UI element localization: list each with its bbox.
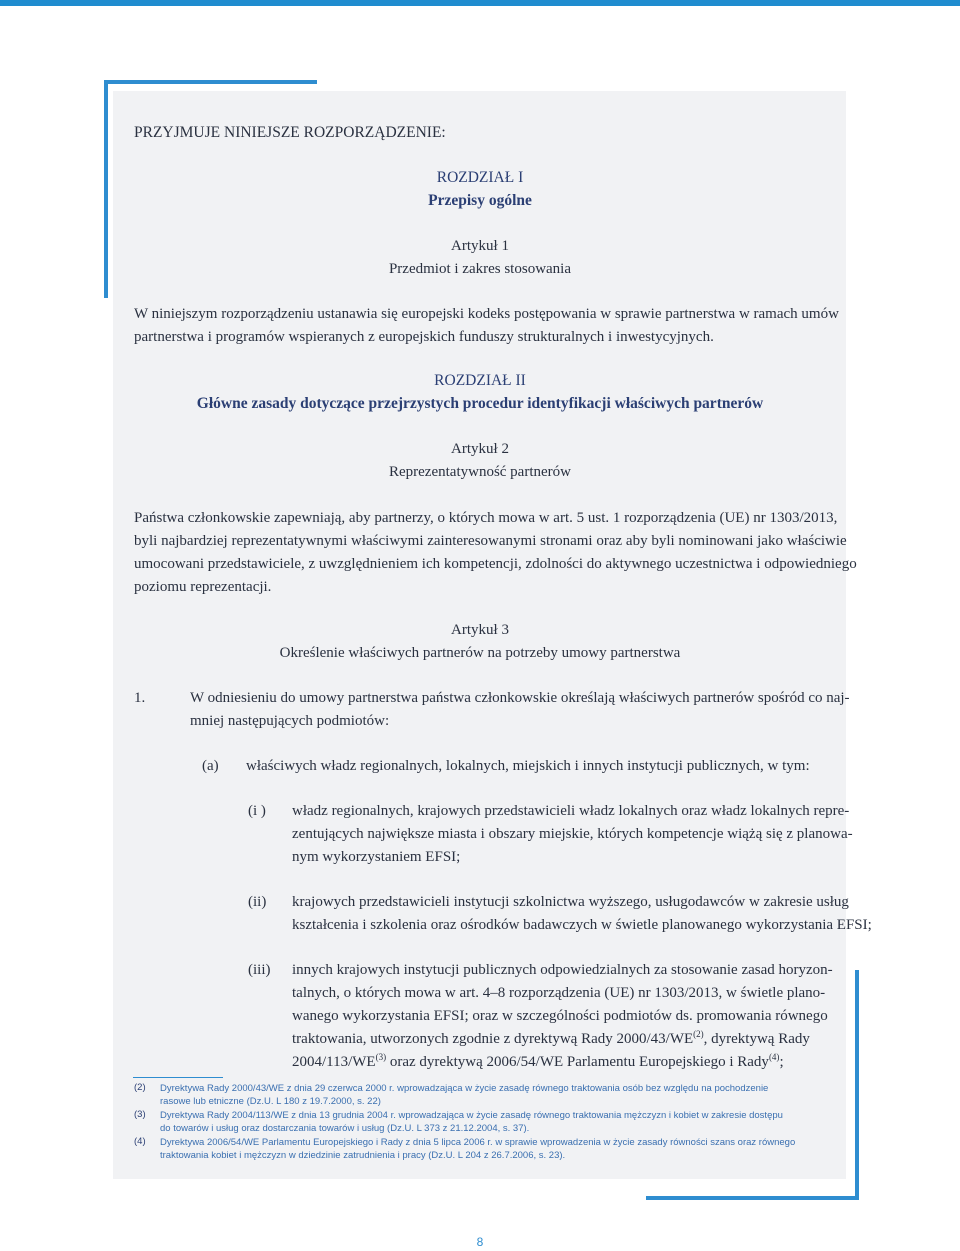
article-2-line: umocowani przedstawiciele, z uwzględnieniem ich kompetencji, zdolności do aktywnego uczestnictwa i odpowiedniego bbox=[134, 556, 857, 572]
article-2-line: Państwa członkowskie zapewniają, aby partnerzy, o których mowa w art. 5 ust. 1 rozporządzenia (UE) nr 1303/2013, bbox=[134, 510, 838, 526]
paragraph-1-number: 1. bbox=[134, 690, 146, 706]
subitem-i-label: (i ) bbox=[248, 803, 266, 819]
subitem-iii-label: (iii) bbox=[248, 962, 271, 978]
footnote-line: Dyrektywa 2006/54/WE Parlamentu Europejskiego i Rady z dnia 5 lipca 2006 r. w sprawie wprowadzenia w życie zasady równości szans oraz równego bbox=[160, 1137, 796, 1148]
footnote-line: Dyrektywa Rady 2000/43/WE z dnia 29 czerwca 2000 r. wprowadzająca w życie zasadę równego traktowania osób bez względu na pochodzenie bbox=[160, 1083, 769, 1094]
article-2-number: Artykuł 2 bbox=[451, 441, 509, 457]
subitem-iii-line: 2004/113/WE$^{(3)}$ oraz dyrektywą 2006/54/WE Parlamentu Europejskiego i Rady$^{(4)}$; bbox=[292, 1052, 784, 1070]
footnote-number: (3) bbox=[134, 1109, 146, 1120]
subitem-i-line: zentujących największe miasta i obszary miejskie, których kompetencje wiążą się z planowa- bbox=[292, 826, 853, 842]
chapter-2-subtitle: Główne zasady dotyczące przejrzystych procedur identyfikacji właściwych partnerów bbox=[196, 395, 764, 412]
chapter-2-title: ROZDZIAŁ II bbox=[434, 372, 526, 389]
article-2-line: byli najbardziej reprezentatywnymi właściwymi zainteresowanymi stronami oraz aby byli nominowani jako właściwie bbox=[134, 533, 847, 549]
footnote-ref-3: (3) bbox=[375, 1052, 387, 1062]
top-accent-bar bbox=[0, 0, 960, 6]
subitem-iii-line: traktowania, utworzonych zgodnie z dyrektywą Rady 2000/43/WE$^{(2)}$, dyrektywą Rady bbox=[292, 1029, 810, 1047]
article-1-line: W niniejszym rozporządzeniu ustanawia się europejski kodeks postępowania w sprawie partnerstwa w ramach umów bbox=[134, 306, 839, 322]
article-3-title: Określenie właściwych partnerów na potrzeby umowy partnerstwa bbox=[279, 645, 681, 661]
article-2-title: Reprezentatywność partnerów bbox=[388, 464, 571, 480]
chapter-1-subtitle: Przepisy ogólne bbox=[428, 192, 532, 209]
corner-bracket-bottom-right-vertical bbox=[855, 970, 859, 1200]
paragraph-1-line: mniej następujących podmiotów: bbox=[190, 713, 390, 729]
subitem-iii-line: innych krajowych instytucji publicznych odpowiedzialnych za stosowanie zasad horyzon- bbox=[292, 962, 833, 978]
footnote-ref-4: (4) bbox=[768, 1052, 780, 1062]
article-3-number: Artykuł 3 bbox=[451, 622, 509, 638]
article-1-title: Przedmiot i zakres stosowania bbox=[388, 261, 572, 277]
footnote-line: traktowania kobiet i mężczyzn w dziedzinie zatrudnienia i pracy (Dz.U. L 204 z 26.7.2006, s. 23). bbox=[160, 1150, 566, 1161]
subitem-iii-line: talnych, o których mowa w art. 4–8 rozporządzenia (UE) nr 1303/2013, w świetle plano- bbox=[292, 985, 826, 1001]
subitem-i-line: nym wykorzystaniem EFSI; bbox=[292, 849, 461, 865]
footnote-line: rasowe lub etniczne (Dz.U. L 180 z 19.7.2000, s. 22) bbox=[160, 1096, 381, 1107]
item-a-text: właściwych władz regionalnych, lokalnych, miejskich i innych instytucji publicznych, w tym: bbox=[246, 758, 810, 774]
footnote-number: (2) bbox=[134, 1082, 146, 1093]
subitem-ii-label: (ii) bbox=[248, 894, 267, 910]
subitem-i-line: władz regionalnych, krajowych przedstawicieli władz lokalnych oraz władz lokalnych repre- bbox=[292, 803, 850, 819]
corner-bracket-top-left bbox=[104, 80, 317, 84]
page-number: 8 bbox=[476, 1235, 484, 1249]
article-2-line: poziomu reprezentacji. bbox=[134, 579, 272, 595]
article-1-number: Artykuł 1 bbox=[451, 238, 509, 254]
article-1-line: partnerstwa i programów wspieranych z europejskich funduszy strukturalnych i inwestycyjnych. bbox=[134, 329, 714, 345]
paragraph-1-line: W odniesieniu do umowy partnerstwa państwa członkowskie określają właściwych partnerów spośród co naj- bbox=[190, 690, 850, 706]
footnote-number: (4) bbox=[134, 1136, 146, 1147]
subitem-ii-line: krajowych przedstawicieli instytucji szkolnictwa wyższego, usługodawców w zakresie usług bbox=[292, 894, 849, 910]
item-a-label: (a) bbox=[202, 758, 219, 774]
footnote-line: do towarów i usług oraz dostarczania towarów i usług (Dz.U. L 373 z 21.12.2004, s. 37). bbox=[160, 1123, 530, 1134]
chapter-1-title: ROZDZIAŁ I bbox=[436, 169, 524, 186]
subitem-ii-line: kształcenia i szkolenia oraz ośrodków badawczych w świetle planowanego wykorzystania EFSI; bbox=[292, 917, 872, 933]
corner-bracket-bottom-right bbox=[646, 1196, 859, 1200]
footnote-line: Dyrektywa Rady 2004/113/WE z dnia 13 grudnia 2004 r. wprowadzająca w życie zasadę równego traktowania mężczyzn i kobiet w zakresie dostępu bbox=[160, 1110, 783, 1121]
footnote-ref-2: (2) bbox=[693, 1029, 704, 1039]
enacting-formula: PRZYJMUJE NINIEJSZE ROZPORZĄDZENIE: bbox=[134, 124, 446, 141]
footnote-separator bbox=[133, 1077, 223, 1078]
subitem-iii-line: wanego wykorzystania EFSI; oraz w szczególności podmiotów ds. promowania równego bbox=[292, 1008, 828, 1024]
